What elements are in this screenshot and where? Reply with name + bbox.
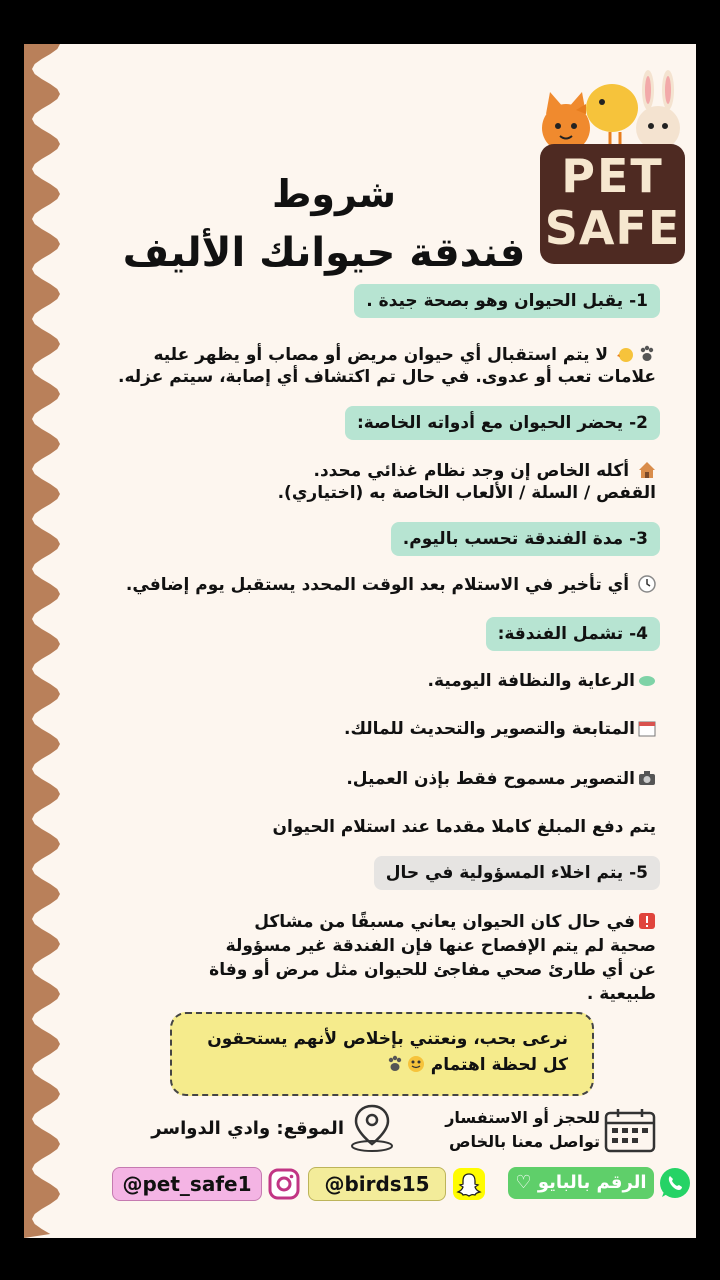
section-2-heading: 2- يحضر الحيوان مع أدواته الخاصة: [345, 406, 660, 440]
paw-icon [638, 345, 656, 363]
section-1-heading: 1- يقبل الحيوان وهو بصحة جيدة . [354, 284, 660, 318]
section-2-line2: القفص / السلة / الألعاب الخاصة به (اختياري). [277, 483, 656, 503]
clock-icon [638, 575, 656, 593]
section-5-text [156, 910, 656, 1006]
calendar-icon [604, 1107, 656, 1153]
logo-text-safe: SAFE [544, 201, 681, 255]
care-note-box [170, 1012, 594, 1096]
section-5-line3: عن أي طارئ صحي مفاجئ للحيوان مثل مرض أو وفاة [209, 960, 656, 980]
section-4-item-2 [156, 718, 656, 740]
logo-box [540, 144, 685, 264]
section-3-text [56, 574, 656, 596]
chick-icon [617, 345, 635, 363]
section-2-line1: أكله الخاص إن وجد نظام غذائي محدد. [313, 461, 630, 481]
booking-line1: للحجز أو الاستفسار [445, 1108, 600, 1127]
camera-icon [638, 769, 656, 787]
section-5-line1: في حال كان الحيوان يعاني مسبقًا من مشاكل [254, 912, 635, 932]
poster-card [24, 44, 696, 1238]
section-5-line4: طبيعية . [586, 984, 656, 1004]
section-1-text [96, 344, 656, 388]
location-pin-icon [346, 1102, 398, 1154]
calendar-icon [638, 719, 656, 737]
location-text: الموقع: وادي الدواسر [151, 1118, 344, 1139]
section-4-heading: 4- تشمل الفندقة: [486, 617, 660, 651]
house-icon [638, 461, 656, 479]
smiley-icon [407, 1055, 425, 1073]
section-3-heading: 3- مدة الفندقة تحسب باليوم. [391, 522, 660, 556]
section-4-item-2-text: المتابعة والتصوير والتحديث للمالك. [343, 719, 635, 739]
whatsapp-pill[interactable] [508, 1167, 654, 1199]
section-2-text [156, 460, 656, 504]
soap-icon [638, 671, 656, 689]
alert-icon [638, 912, 656, 930]
section-4-item-4: يتم دفع المبلغ كاملا مقدما عند استلام الحيوان [272, 817, 656, 837]
pet-safe-logo [540, 66, 685, 255]
section-4-item-3-text: التصوير مسموح فقط بإذن العميل. [346, 769, 635, 789]
instagram-handle[interactable]: @pet_safe1 [112, 1167, 262, 1201]
care-note-text [188, 1026, 568, 1078]
section-4-item-1 [156, 670, 656, 692]
pets-illustration-icon [540, 66, 685, 156]
logo-text-pet: PET [561, 149, 664, 203]
booking-info [414, 1106, 600, 1154]
section-4-item-3 [156, 768, 656, 790]
page-title-line2: فندقة حيوانك الأليف [122, 230, 526, 276]
whatsapp-text: الرقم بالبايو [537, 1172, 647, 1193]
page-title-line1: شروط [271, 172, 397, 216]
section-5-heading: 5- يتم اخلاء المسؤولية في حال [374, 856, 660, 890]
care-note-line1: نرعى بحب، ونعتني بإخلاص لأنهم يستحقون [207, 1029, 568, 1049]
section-4-item-1-text: الرعاية والنظافة اليومية. [427, 671, 635, 691]
snapchat-icon[interactable] [452, 1167, 486, 1201]
heart-icon: ♡ [515, 1172, 532, 1193]
instagram-icon[interactable] [268, 1168, 300, 1200]
section-5-line2: صحية لم يتم الإفصاح عنها فإن الفندقة غير مسؤولة [225, 936, 656, 956]
section-1-line2: علامات تعب أو عدوى. في حال تم اكتشاف أي إصابة، سيتم عزله. [118, 367, 656, 387]
snapchat-handle[interactable]: @birds15 [308, 1167, 446, 1201]
whatsapp-icon[interactable] [658, 1166, 692, 1200]
booking-line2: تواصل معنا بالخاص [449, 1132, 600, 1151]
section-1-line1: لا يتم استقبال أي حيوان مريض أو مصاب أو يظهر عليه [153, 345, 609, 365]
wavy-border [24, 44, 94, 1238]
section-3-line1: أي تأخير في الاستلام بعد الوقت المحدد يستقبل يوم إضافي. [125, 575, 630, 595]
care-note-line2: كل لحظة اهتمام [430, 1055, 568, 1075]
paw-icon [386, 1055, 404, 1073]
